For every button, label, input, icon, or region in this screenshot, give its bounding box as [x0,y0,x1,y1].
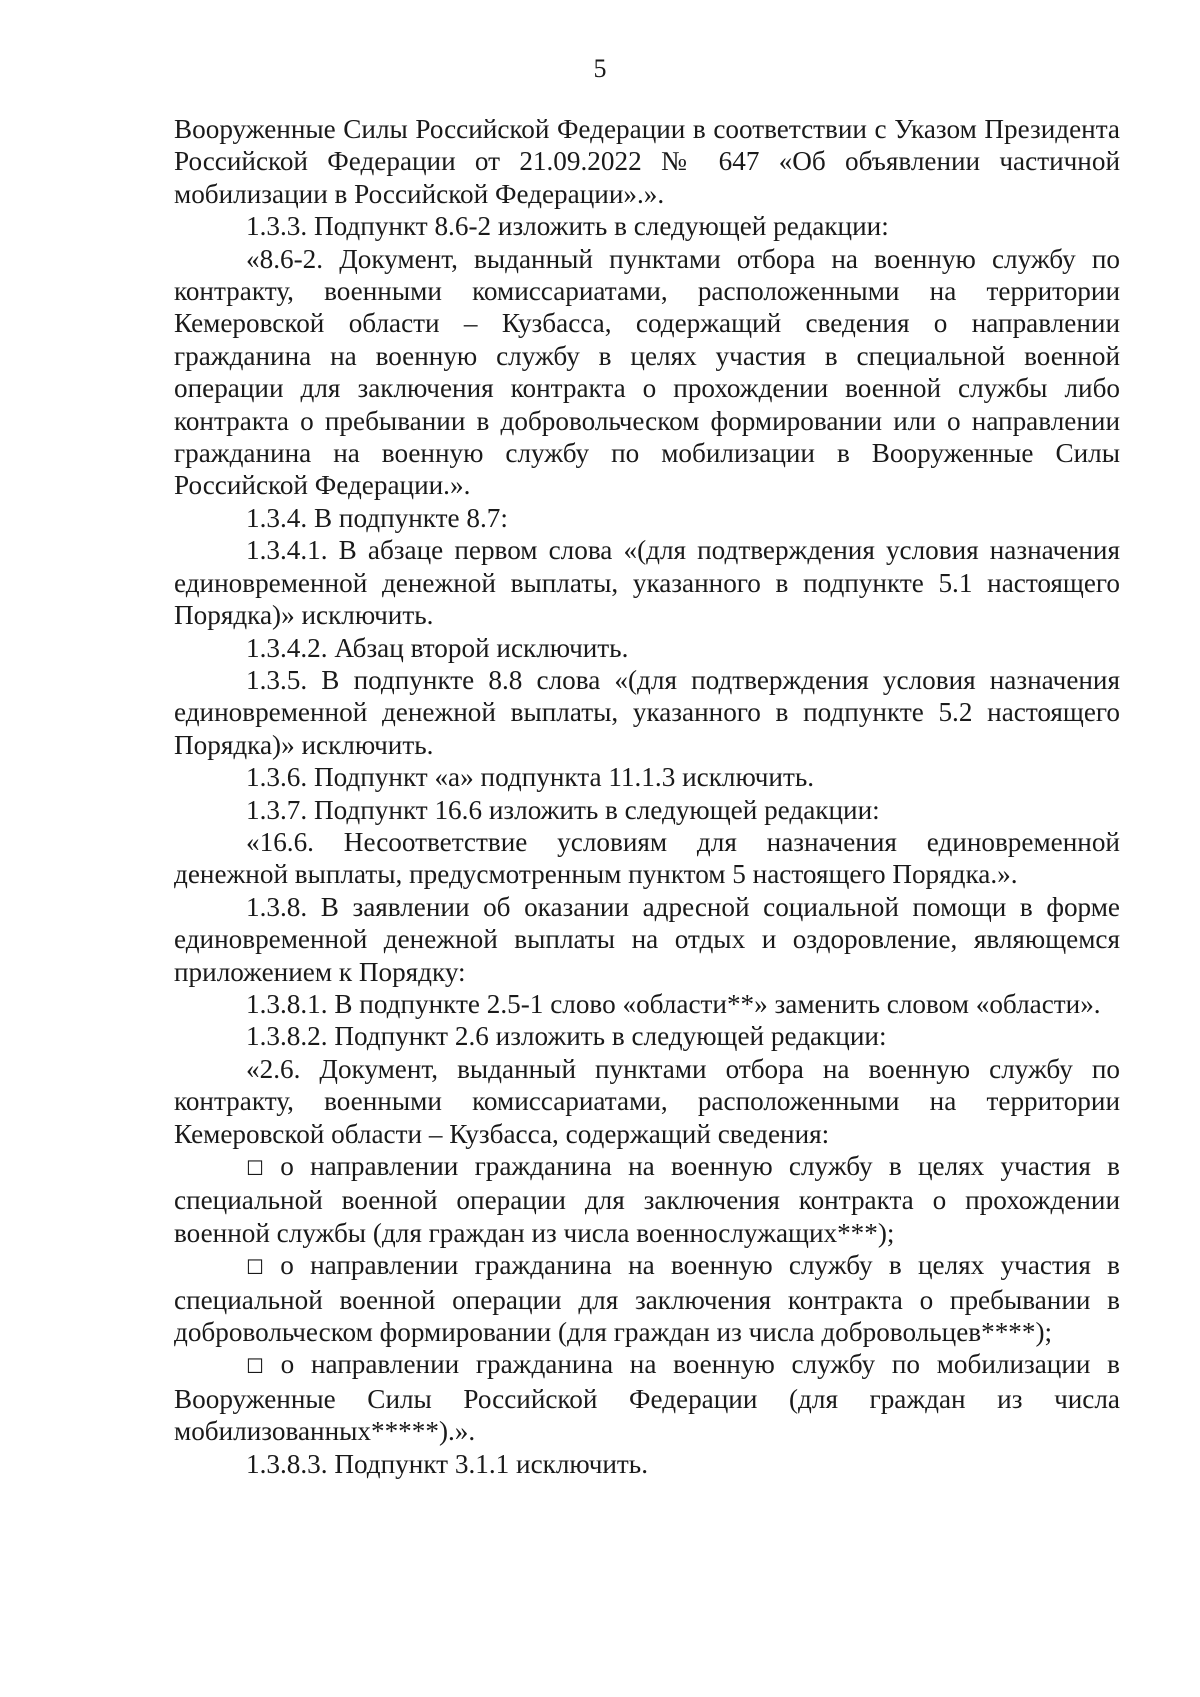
paragraph: 1.3.7. Подпункт 16.6 изложить в следующей редакции: [246,794,880,825]
checkbox-icon: ☐ [246,1255,264,1280]
bullet-item [174,1348,1120,1447]
checkbox-icon: ☐ [246,1156,264,1180]
paragraph: 1.3.8.2. Подпункт 2.6 изложить в следующей редакции: [246,1021,887,1052]
paragraph: «8.6-2. Документ, выданный пунктами отбора на военную службу по контракту, военными комиссариатами, расположенными на территории Кемеровской области – Кузбасса, содержащий сведения о направлении гражданина на военную службу в целях участия в специальной военной операции для заключения контракта о прохождении военной службы либо контракта о пребывании в добровольческом формировании или о направлении гражданина на военную службу по мобилизации в Вооруженные Силы Российской Федерации.». [174,243,1120,501]
bullet-item [174,1150,1120,1249]
bullet-text: о направлении гражданина на военную службу в целях участия в специальной военной операции для заключения контракта о пребывании в добровольческом формировании (для граждан из числа добровольцев****); [174,1250,1120,1348]
page-number: 5 [593,54,607,83]
paragraph: «2.6. Документ, выданный пунктами отбора на военную службу по контракту, военными комиссариатами, расположенными на территории Кемеровской области – Кузбасса, содержащий сведения: [174,1053,1120,1149]
paragraph: 1.3.5. В подпункте 8.8 слова «(для подтверждения условия назначения единовременной денежной выплаты, указанного в подпункте 5.2 настоящего Порядка)» исключить. [174,664,1120,760]
paragraph: 1.3.4.2. Абзац второй исключить. [246,632,629,663]
bullet-item [174,1249,1120,1348]
paragraph: 1.3.4.1. В абзаце первом слова «(для подтверждения условия назначения единовременной денежной выплаты, указанного в подпункте 5.1 настоящего Порядка)» исключить. [174,535,1120,631]
document-body [174,113,1120,1480]
paragraph: 1.3.8.3. Подпункт 3.1.1 исключить. [246,1448,648,1479]
paragraph: 1.3.4. В подпункте 8.7: [246,502,508,533]
bullet-text: о направлении гражданина на военную службу в целях участия в специальной военной операции для заключения контракта о прохождении военной службы (для граждан из числа военнослужащих***); [174,1151,1120,1248]
paragraph: Вооруженные Силы Российской Федерации в соответствии с Указом Президента Российской Федерации от 21.09.2022 № 647 «Об объявлении частичной мобилизации в Российской Федерации».». [174,114,1120,209]
paragraph: 1.3.8. В заявлении об оказании адресной социальной помощи в форме единовременной денежной выплаты на отдых и оздоровление, являющемся приложением к Порядку: [174,891,1120,987]
paragraph: 1.3.3. Подпункт 8.6-2 изложить в следующей редакции: [246,211,889,242]
bullet-text: о направлении гражданина на военную службу по мобилизации в Вооруженные Силы Российской Федерации (для граждан из числа мобилизованных*****).». [174,1349,1120,1447]
paragraph: 1.3.8.1. В подпункте 2.5-1 слово «области**» заменить словом «области». [246,988,1101,1019]
checkbox-icon: ☐ [246,1354,264,1379]
paragraph: «16.6. Несоответствие условиям для назначения единовременной денежной выплаты, предусмотренным пунктом 5 настоящего Порядка.». [174,826,1120,890]
paragraph: 1.3.6. Подпункт «а» подпункта 11.1.3 исключить. [246,762,815,793]
